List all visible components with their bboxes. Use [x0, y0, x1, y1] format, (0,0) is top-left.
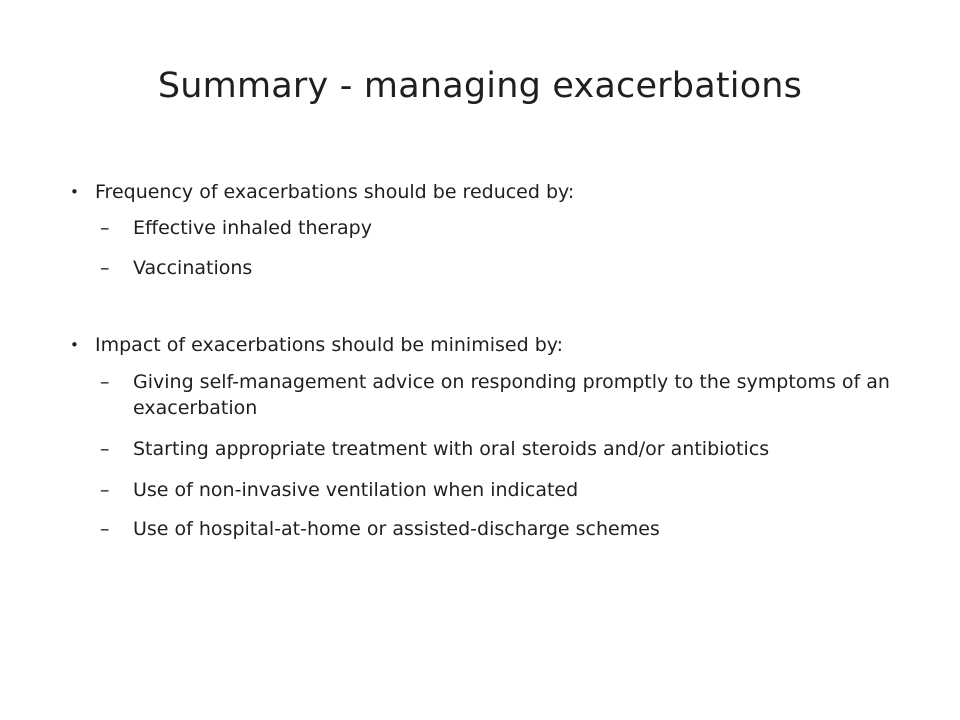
sub-marker: – [100, 257, 110, 279]
sub-marker: – [100, 518, 110, 540]
sub-text: Use of non-invasive ventilation when indicated [133, 479, 579, 501]
bullet-text: Impact of exacerbations should be minimised by: [95, 334, 564, 356]
sub-text: Vaccinations [133, 257, 253, 279]
sub-text: Effective inhaled therapy [133, 217, 372, 239]
sub-text: Use of hospital-at-home or assisted-discharge schemes [133, 518, 660, 540]
bullet-marker: • [70, 336, 79, 354]
sub-text: Giving self-management advice on responding promptly to the symptoms of an exacerbation [133, 371, 890, 419]
bullet-marker: • [70, 183, 79, 201]
sub-marker: – [100, 438, 110, 460]
sub-text: Starting appropriate treatment with oral steroids and/or antibiotics [133, 438, 770, 460]
sub-marker: – [100, 371, 110, 393]
sub-marker: – [100, 479, 110, 501]
bullet-text: Frequency of exacerbations should be reduced by: [95, 181, 575, 203]
slide-title: Summary - managing exacerbations [157, 66, 803, 106]
sub-marker: – [100, 217, 110, 239]
